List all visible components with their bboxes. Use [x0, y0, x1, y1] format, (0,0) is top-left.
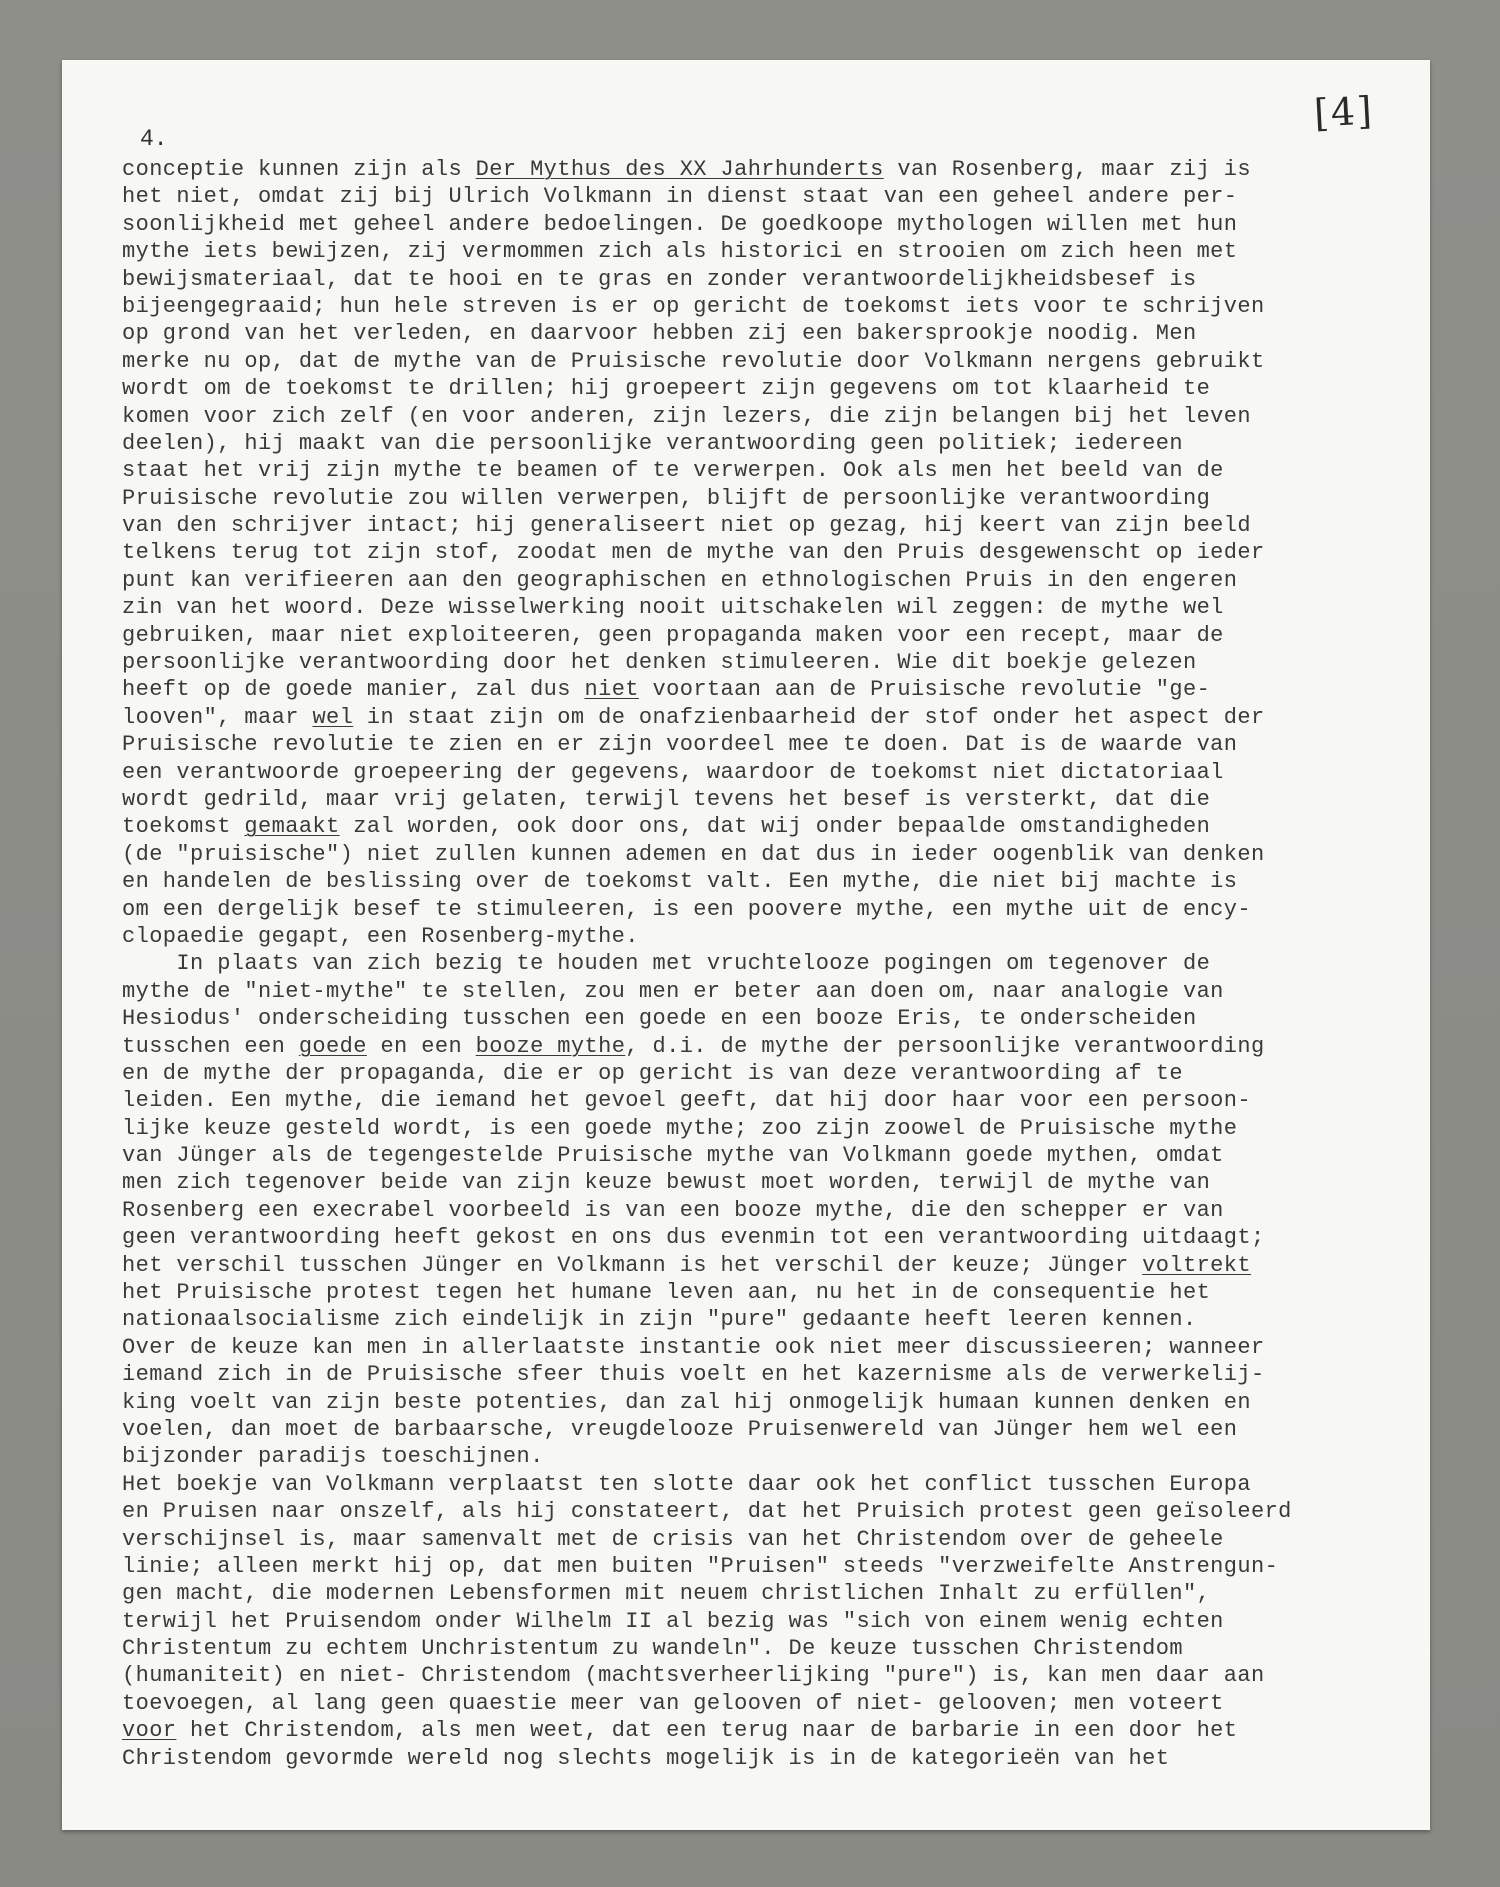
text-line: mythe de "niet-mythe" te stellen, zou men er beter aan doen om, naar analogie van	[122, 978, 1224, 1004]
text-line: op grond van het verleden, en daarvoor hebben zij een bakersprookje noodig. Men	[122, 321, 1197, 347]
text-line: komen voor zich zelf (en voor anderen, zijn lezers, die zijn belangen bij het leven	[122, 403, 1251, 429]
archive-page-number: [4]	[1313, 88, 1376, 136]
text-line: Christentum zu echtem Unchristentum zu wandeln". De keuze tusschen Christendom	[122, 1636, 1183, 1662]
text-line: zin van het woord. Deze wisselwerking nooit uitschakelen wil zeggen: de mythe wel	[122, 595, 1224, 621]
text-line: toevoegen, al lang geen quaestie meer van gelooven of niet- gelooven; men voteert	[122, 1690, 1224, 1716]
text-line: In plaats van zich bezig te houden met vruchtelooze pogingen om tegenover de	[122, 951, 1211, 977]
text-line: geen verantwoording heeft gekost en ons dus evenmin tot een verantwoording uitdaagt;	[122, 1225, 1265, 1251]
underlined-text: niet	[584, 677, 639, 703]
text-line: leiden. Een mythe, die iemand het gevoel geeft, dat hij door haar voor een persoon-	[122, 1088, 1251, 1114]
text-line: staat het vrij zijn mythe te beamen of te verwerpen. Ook als men het beeld van de	[122, 458, 1224, 484]
text-line: heeft op de goede manier, zal dus niet voortaan aan de Pruisische revolutie "ge-	[122, 677, 1211, 703]
text-line: conceptie kunnen zijn als Der Mythus des XX Jahrhunderts van Rosenberg, maar zij is	[122, 157, 1251, 182]
text-line: wordt om de toekomst te drillen; hij groepeert zijn gegevens om tot klaarheid te	[122, 376, 1211, 402]
underlined-text: gemaakt	[244, 814, 340, 840]
text-line: merke nu op, dat de mythe van de Pruisische revolutie door Volkmann nergens gebruikt	[122, 348, 1265, 374]
text-line: iemand zich in de Pruisische sfeer thuis voelt en het kazernisme als de verwerkelij-	[122, 1362, 1265, 1388]
text-line: Christendom gevormde wereld nog slechts mogelijk is in de kategorieën van het	[122, 1745, 1170, 1771]
text-line: verschijnsel is, maar samenvalt met de crisis van het Christendom over de geheele	[122, 1526, 1224, 1552]
text-line: lijke keuze gesteld wordt, is een goede mythe; zoo zijn zoowel de Pruisische mythe	[122, 1115, 1238, 1141]
text-line: het niet, omdat zij bij Ulrich Volkmann in dienst staat van een geheel andere per-	[122, 184, 1238, 210]
text-line: van den schrijver intact; hij generaliseert niet op gezag, hij keert van zijn beeld	[122, 513, 1251, 539]
text-line: Hesiodus' onderscheiding tusschen een goede en een booze Eris, te onderscheiden	[122, 1006, 1197, 1032]
underlined-text: voor	[122, 1718, 177, 1744]
text-line: nationaalsocialisme zich eindelijk in zijn "pure" gedaante heeft leeren kennen.	[122, 1307, 1197, 1333]
text-line: voelen, dan moet de barbaarsche, vreugdelooze Pruisenwereld van Jünger hem wel een	[122, 1416, 1238, 1442]
text-line: looven", maar wel in staat zijn om de onafzienbaarheid der stof onder het aspect der	[122, 704, 1265, 730]
underlined-text: Der Mythus des XX Jahrhunderts	[475, 157, 884, 182]
underlined-text: booze mythe	[475, 1033, 626, 1059]
text-line: Rosenberg een execrabel voorbeeld is van een booze mythe, die den schepper er van	[122, 1197, 1224, 1223]
text-line: Over de keuze kan men in allerlaatste instantie ook niet meer discussieeren; wanneer	[122, 1334, 1265, 1360]
text-line: deelen), hij maakt van die persoonlijke verantwoording geen politiek; iedereen	[122, 430, 1183, 456]
text-line: gebruiken, maar niet exploiteeren, geen propaganda maken voor een recept, maar de	[122, 622, 1224, 648]
text-line: king voelt van zijn beste potenties, dan zal hij onmogelijk humaan kunnen denken en	[122, 1389, 1251, 1415]
text-line: om een dergelijk besef te stimuleeren, is een poovere mythe, een mythe uit de ency-	[122, 896, 1251, 922]
text-line: het Pruisische protest tegen het humane leven aan, nu het in de consequentie het	[122, 1280, 1211, 1306]
text-line: wordt gedrild, maar vrij gelaten, terwijl tevens het besef is versterkt, dat die	[122, 786, 1211, 812]
body-text	[122, 156, 1382, 1772]
page-number: 4.	[140, 126, 168, 152]
text-line: (humaniteit) en niet- Christendom (machtsverheerlijking "pure") is, kan men daar aan	[122, 1663, 1265, 1689]
text-line: toekomst gemaakt zal worden, ook door ons, dat wij onder bepaalde omstandigheden	[122, 814, 1211, 840]
text-line: bewijsmateriaal, dat te hooi en te gras en zonder verantwoordelijkheidsbesef is	[122, 266, 1197, 292]
text-line: Pruisische revolutie zou willen verwerpen, blijft de persoonlijke verantwoording	[122, 485, 1211, 511]
underlined-text: wel	[312, 704, 354, 730]
text-line: mythe iets bewijzen, zij vermommen zich als historici en strooien om zich heen met	[122, 239, 1238, 265]
text-line: linie; alleen merkt hij op, dat men buiten "Pruisen" steeds "verzweifelte Anstrengun-	[122, 1553, 1279, 1579]
underlined-text: voltrekt	[1142, 1252, 1251, 1278]
text-line: bijeengegraaid; hun hele streven is er op gericht de toekomst iets voor te schrijven	[122, 293, 1265, 319]
underlined-text: goede	[298, 1033, 367, 1059]
text-line: van Jünger als de tegengestelde Pruisische mythe van Volkmann goede mythen, omdat	[122, 1143, 1224, 1169]
text-line: men zich tegenover beide van zijn keuze bewust moet worden, terwijl de mythe van	[122, 1170, 1211, 1196]
text-line: soonlijkheid met geheel andere bedoelingen. De goedkoope mythologen willen met hun	[122, 211, 1238, 237]
text-line: voor het Christendom, als men weet, dat een terug naar de barbarie in een door het	[122, 1718, 1238, 1744]
typewritten-page	[62, 60, 1430, 1830]
text-line: Pruisische revolutie te zien en er zijn voordeel mee te doen. Dat is de waarde van	[122, 732, 1238, 758]
text-line: clopaedie gegapt, een Rosenberg-mythe.	[122, 923, 639, 949]
text-line: Het boekje van Volkmann verplaatst ten slotte daar ook het conflict tusschen Europa	[122, 1471, 1251, 1497]
text-line: (de "pruisische") niet zullen kunnen ademen en dat dus in ieder oogenblik van denken	[122, 841, 1265, 867]
text-line: een verantwoorde groepeering der gegevens, waardoor de toekomst niet dictatoriaal	[122, 759, 1224, 785]
text-line: gen macht, die modernen Lebensformen mit neuem christlichen Inhalt zu erfüllen",	[122, 1581, 1211, 1607]
text-line: en handelen de beslissing over de toekomst valt. Een mythe, die niet bij machte is	[122, 869, 1238, 895]
text-line: tusschen een goede en een booze mythe, d.i. de mythe der persoonlijke verantwoording	[122, 1033, 1265, 1059]
text-line: persoonlijke verantwoording door het denken stimuleeren. Wie dit boekje gelezen	[122, 650, 1197, 676]
text-line: het verschil tusschen Jünger en Volkmann is het verschil der keuze; Jünger voltrekt	[122, 1252, 1251, 1278]
text-line: en de mythe der propaganda, die er op gericht is van deze verantwoording af te	[122, 1060, 1183, 1086]
text-line: telkens terug tot zijn stof, zoodat men de mythe van den Pruis desgewenscht op ieder	[122, 540, 1265, 566]
text-line: en Pruisen naar onszelf, als hij constateert, dat het Pruisich protest geen geïsoleerd	[122, 1499, 1292, 1525]
text-line: bijzonder paradijs toeschijnen.	[122, 1444, 544, 1470]
text-line: punt kan verifieeren aan den geographischen en ethnologischen Pruis in den engeren	[122, 567, 1238, 593]
text-line: terwijl het Pruisendom onder Wilhelm II al bezig was "sich von einem wenig echten	[122, 1608, 1224, 1634]
